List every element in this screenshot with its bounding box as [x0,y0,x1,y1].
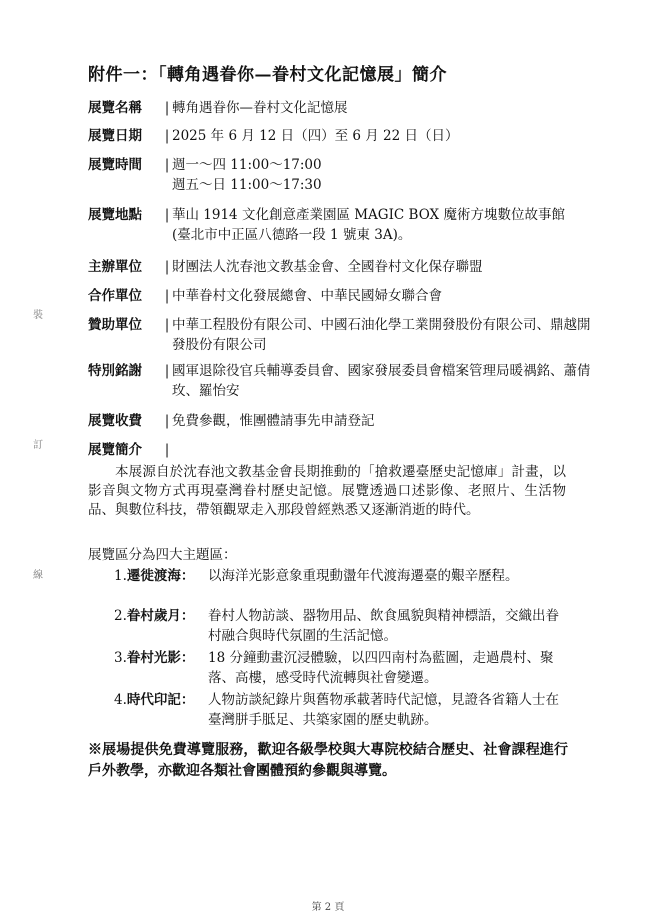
zone-item: 4.時代印記： 人物訪談紀錄片與舊物承載著時代記憶，見證各省籍人士在臺灣胼手胝足、共築家園的歷史軌跡。 [114,690,566,730]
zone-item: 2.眷村歲月： 眷村人物訪談、器物用品、飲食風貌與精神標語，交織出眷村融合與時代氛圍的生活記憶。 [114,606,566,646]
page-title: 附件一：「轉角遇眷你—眷村文化記憶展」簡介 [88,65,447,85]
binding-mark-mid: 訂 [33,440,43,451]
row-value: 財團法人沈春池文教基金會、全國眷村文化保存聯盟 [172,259,483,275]
row-value: 轉角遇眷你—眷村文化記憶展 [172,100,348,116]
zone-desc: 人物訪談紀錄片與舊物承載著時代記憶，見證各省籍人士在臺灣胼手胝足、共築家園的歷史軌跡。 [208,692,559,728]
zone-desc: 以海洋光影意象重現動盪年代渡海遷臺的艱辛歷程。 [208,568,519,584]
row-label: 展覽日期 [88,128,142,144]
row-label: 展覽時間 [88,157,142,173]
row-label: 展覽名稱 [88,100,142,116]
zone-desc: 18 分鐘動畫沉浸體驗，以四四南村為藍圖，走過農村、聚落、高樓，感受時代流轉與社會變遷。 [208,650,554,686]
row-value: 國軍退除役官兵輔導委員會、國家發展委員會檔案管理局暖禑銘、蕭倩玫、羅怡安 [172,363,591,399]
info-row-organizer: 主辦單位 | 財團法人沈春池文教基金會、全國眷村文化保存聯盟 [88,258,596,278]
zone-name: 眷村歲月： [126,608,195,624]
zone-item: 3.眷村光影： 18 分鐘動畫沉浸體驗，以四四南村為藍圖，走過農村、聚落、高樓，感受時代流轉與社會變遷。 [114,648,566,688]
row-label: 主辦單位 [88,259,142,275]
info-row-time: 展覽時間 | 週一～四 11:00～17:00 週五～日 11:00～17:30 [88,156,596,195]
row-label: 展覽收費 [88,413,142,429]
row-value: 週一～四 11:00～17:00 [172,157,322,173]
row-label: 展覽簡介 [88,442,142,458]
zone-desc: 眷村人物訪談、器物用品、飲食風貌與精神標語，交織出眷村融合與時代氛圍的生活記憶。 [208,608,559,644]
binding-mark-top: 裝 [33,310,43,321]
zone-name: 遷徙渡海： [126,568,195,584]
binding-mark-bottom: 線 [33,570,43,581]
row-label: 贊助單位 [88,317,142,333]
guided-tour-note: ※展場提供免費導覽服務，歡迎各級學校與大專院校結合歷史、社會課程進行戶外教學，亦歡迎各類社會團體預約參觀與導覽。 [88,742,568,779]
row-label: 特別銘謝 [88,363,142,379]
row-label: 合作單位 [88,288,142,304]
row-value: 免費參觀，惟團體請事先申請登記 [172,413,375,429]
info-row-date: 展覽日期 | 2025 年 6 月 12 日（四）至 6 月 22 日（日） [88,127,596,147]
info-row-partner: 合作單位 | 中華眷村文化發展總會、中華民國婦女聯合會 [88,287,596,307]
row-value: 中華眷村文化發展總會、中華民國婦女聯合會 [172,288,442,304]
zone-name: 時代印記： [126,692,195,708]
page-number: 第 2 頁 [311,902,345,913]
row-value: (臺北市中正區八德路一段 1 號東 3A)。 [172,226,412,243]
info-row-fee: 展覽收費 | 免費參觀，惟團體請事先申請登記 [88,412,596,432]
info-row-name: 展覽名稱 | 轉角遇眷你—眷村文化記憶展 [88,99,596,119]
info-row-venue: 展覽地點 | 華山 1914 文化創意產業園區 MAGIC BOX 魔術方塊數位故事館 (臺北市中正區八德路一段 1 號東 3A)。 [88,206,596,245]
zone-item: 1.遷徙渡海： 以海洋光影意象重現動盪年代渡海遷臺的艱辛歷程。 [114,566,566,586]
row-value: 中華工程股份有限公司、中國石油化學工業開發股份有限公司、鼎越開發股份有限公司 [172,317,591,353]
zones-lead: 展覽區分為四大主題區： [88,547,237,563]
intro-paragraph: 本展源自於沈春池文教基金會長期推動的「搶救遷臺歷史記憶庫」計畫，以影音與文物方式再現臺灣眷村歷史記憶。展覽透過口述影像、老照片、生活物品、與數位科技，帶領觀眾走入那段曾經熟悉又逐漸消逝的時代。 [88,464,566,518]
row-value: 華山 1914 文化創意產業園區 MAGIC BOX 魔術方塊數位故事館 [172,207,565,223]
info-row-thanks: 特別銘謝 | 國軍退除役官兵輔導委員會、國家發展委員會檔案管理局暖禑銘、蕭倩玫、羅怡安 [88,362,596,401]
zone-name: 眷村光影： [126,650,195,666]
row-label: 展覽地點 [88,207,142,223]
row-value: 2025 年 6 月 12 日（四）至 6 月 22 日（日） [172,128,459,144]
info-row-sponsor: 贊助單位 | 中華工程股份有限公司、中國石油化學工業開發股份有限公司、鼎越開發股份有限公司 [88,316,596,355]
row-value: 週五～日 11:00～17:30 [172,176,322,193]
